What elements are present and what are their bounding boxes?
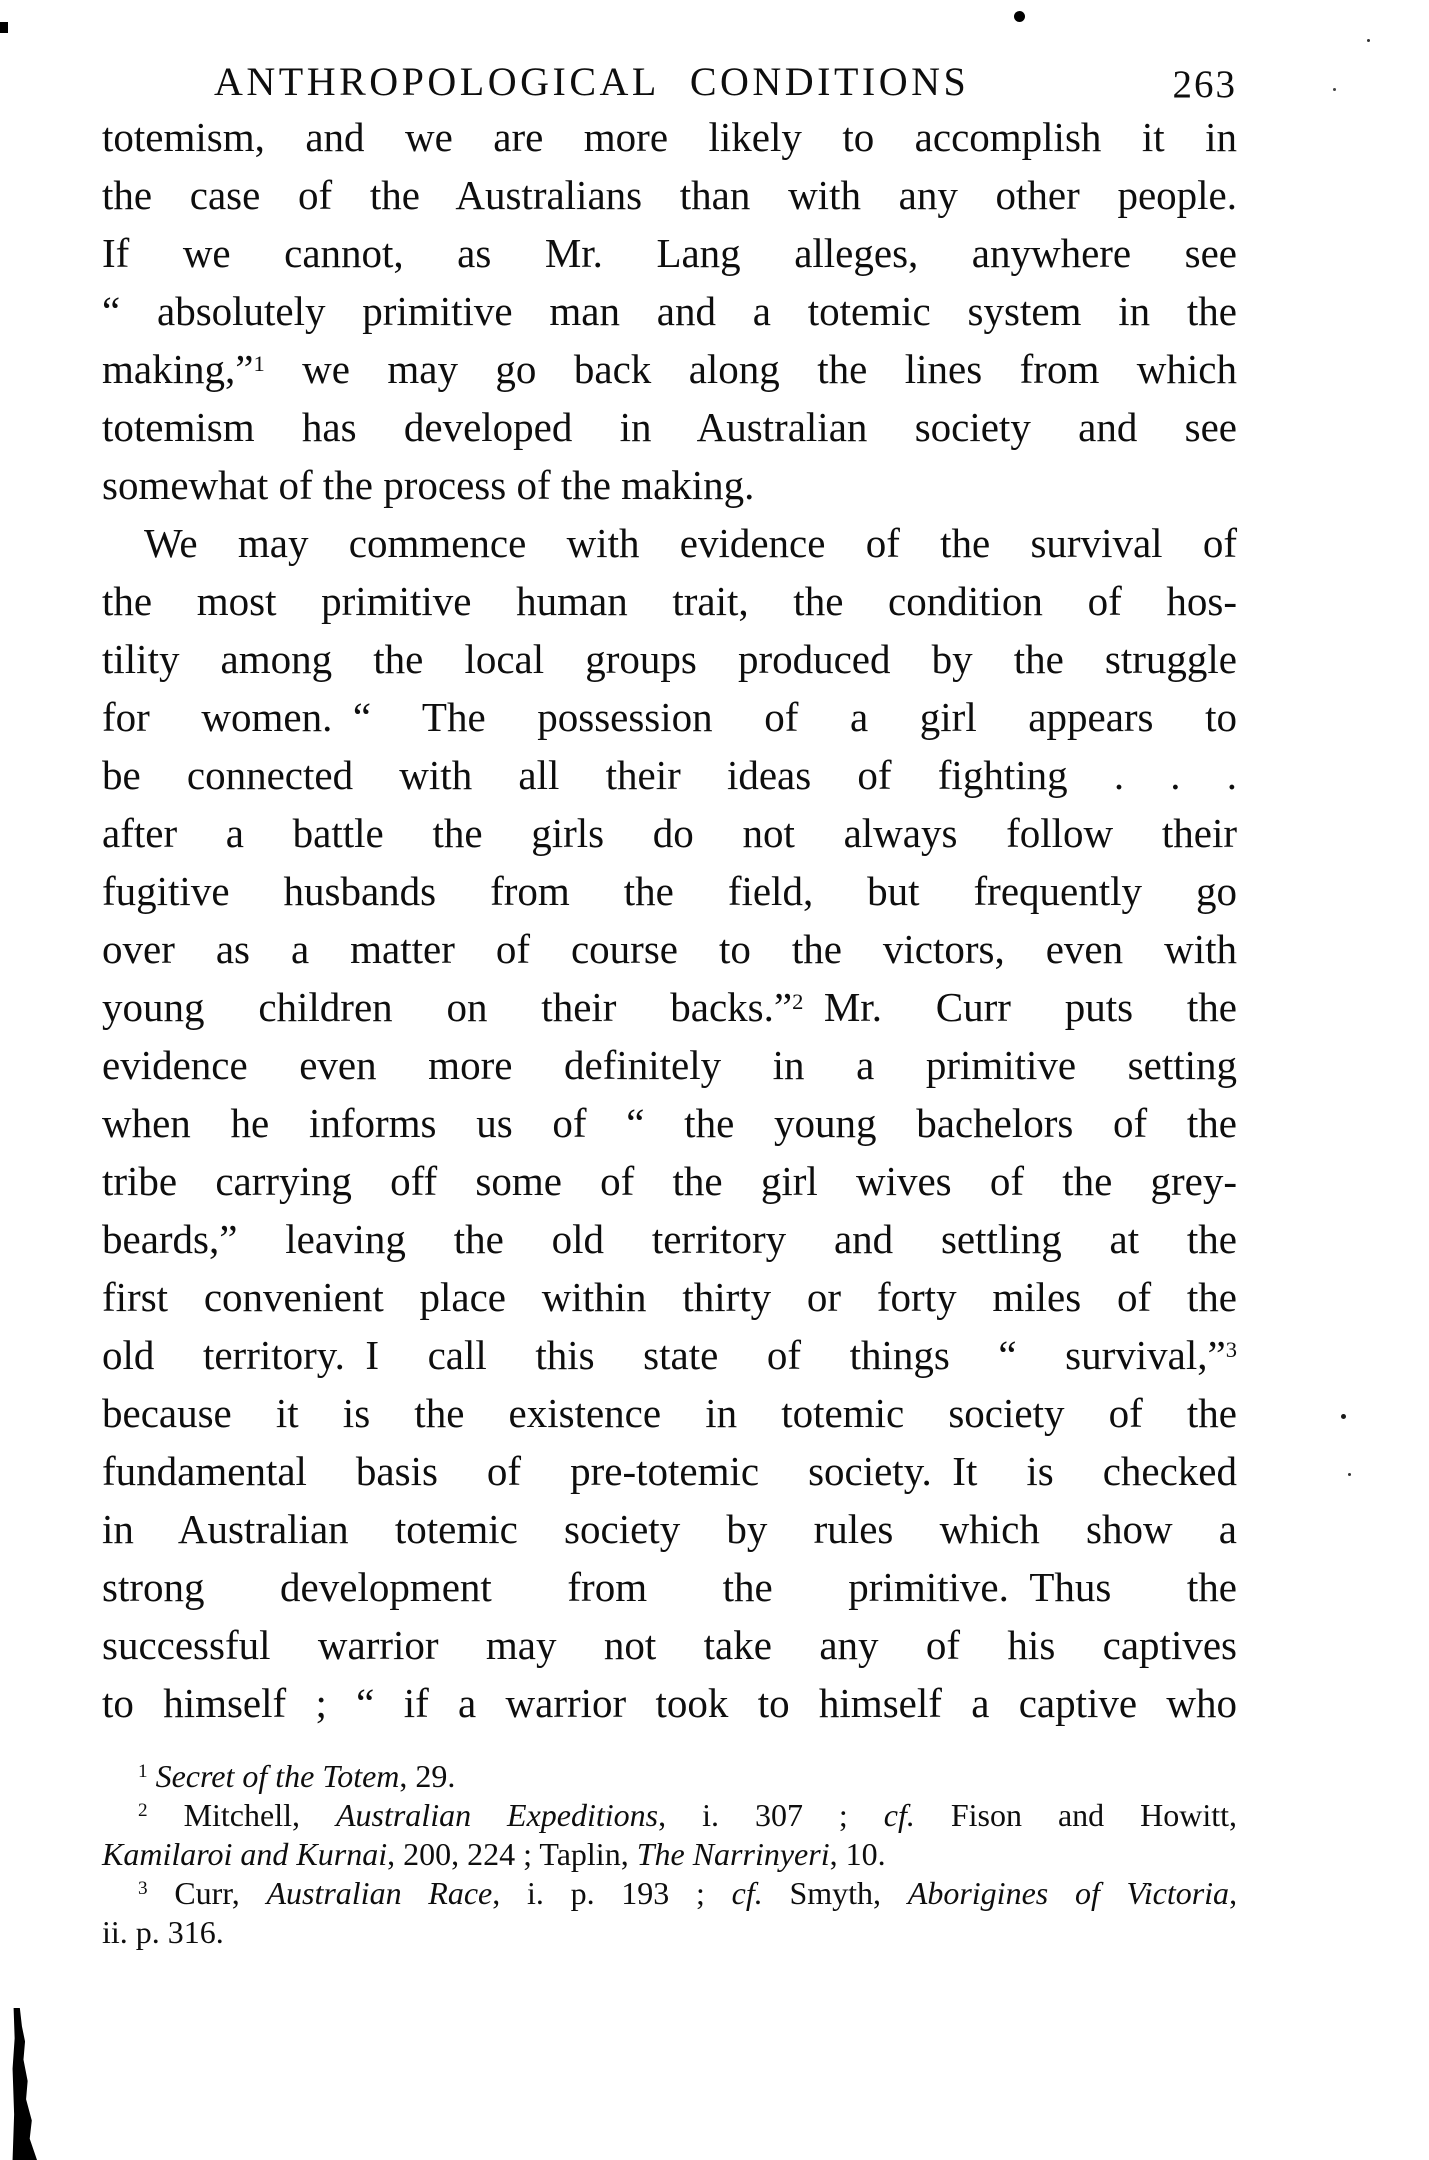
footnote-text: Australian Expeditions (335, 1797, 659, 1833)
footnote-number-1: 1 (138, 1761, 148, 1783)
body-line-text: we may go back along the lines from which (264, 346, 1237, 392)
running-title: ANTHROPOLOGICAL CONDITIONS (214, 59, 970, 104)
body-line: in Australian totemic society by rules which show a (102, 1506, 1237, 1552)
footnotes-block (102, 1757, 1237, 1952)
body-line-text: Mr. Curr puts the (803, 984, 1238, 1030)
footnote-text: Australian Race (266, 1875, 493, 1911)
footnote-text: , (1229, 1875, 1238, 1911)
footnote-continuation (102, 1913, 1237, 1952)
ink-speck (1333, 88, 1336, 91)
body-line (102, 978, 1237, 1036)
body-line: fundamental basis of pre-totemic society. It is checked (102, 1448, 1237, 1494)
body-line: strong development from the primitive. Thus the (102, 1564, 1237, 1610)
page-number: 263 (1172, 63, 1237, 106)
footnote-text: , i. 307 ; (658, 1797, 884, 1833)
footnote-marker-2: 2 (792, 988, 804, 1014)
body-line: beards,” leaving the old territory and settling at the (102, 1216, 1237, 1262)
footnote-number-2: 2 (138, 1800, 148, 1822)
body-line: totemism, and we are more likely to accomplish it in (102, 114, 1237, 160)
footnote-text: Aborigines of Victoria (907, 1875, 1230, 1911)
footnote-text: Smyth, (762, 1875, 908, 1911)
ink-speck (1014, 11, 1025, 22)
footnote-text: , i. p. 193 ; (492, 1875, 732, 1911)
footnote-text: The Narrinyeri (636, 1836, 830, 1872)
body-line-paragraph-start: We may commence with evidence of the survival of (144, 520, 1237, 566)
footnote (102, 1874, 1237, 1913)
footnote-text: cf. (883, 1797, 915, 1833)
body-line-paragraph-end: somewhat of the process of the making. (102, 462, 755, 508)
body-line: for women. “ The possession of a girl appears to (102, 694, 1237, 740)
body-line: If we cannot, as Mr. Lang alleges, anywhere see (102, 230, 1237, 276)
footnote-text: Kamilaroi and Kurnai (102, 1836, 388, 1872)
body-line: totemism has developed in Australian society and see (102, 404, 1237, 450)
ink-speck (1367, 39, 1370, 42)
binding-mark (11, 2008, 37, 2160)
footnote-text: cf. (731, 1875, 763, 1911)
footnote (102, 1757, 1237, 1796)
body-line: first convenient place within thirty or forty miles of the (102, 1274, 1237, 1320)
body-text (102, 108, 1237, 1732)
body-line: the most primitive human trait, the condition of hos- (102, 578, 1237, 624)
footnote-text: Curr, (174, 1875, 267, 1911)
body-line: “ absolutely primitive man and a totemic system in the (102, 288, 1237, 334)
footnote-marker-1: 1 (253, 350, 265, 376)
body-line: evidence even more definitely in a primitive setting (102, 1042, 1237, 1088)
footnote-continuation (102, 1835, 1237, 1874)
body-line-text: making,” (102, 346, 254, 392)
footnote-text: Fison and Howitt, (914, 1797, 1238, 1833)
footnote-text: Secret of the Totem (155, 1758, 400, 1794)
body-line: when he informs us of “ the young bachelors of the (102, 1100, 1237, 1146)
footnote-text: , 10. (829, 1836, 886, 1872)
footnote (102, 1796, 1237, 1835)
body-line: fugitive husbands from the field, but frequently go (102, 868, 1237, 914)
footnote-number-3: 3 (138, 1878, 148, 1900)
body-line-text: old territory. I call this state of things “ survival,” (102, 1332, 1226, 1378)
body-line: be connected with all their ideas of fighting . . . (102, 752, 1237, 798)
body-line: successful warrior may not take any of his captives (102, 1622, 1237, 1668)
body-line: tility among the local groups produced by the struggle (102, 636, 1237, 682)
footnote-text: Mitchell, (183, 1797, 336, 1833)
body-line: to himself ; “ if a warrior took to himself a captive who (102, 1680, 1237, 1726)
body-line: because it is the existence in totemic society of the (102, 1390, 1237, 1436)
ink-speck (1341, 1414, 1346, 1419)
body-line-text: young children on their backs.” (102, 984, 793, 1030)
footnote-text: , 200, 224 ; Taplin, (387, 1836, 637, 1872)
footnote-marker-3: 3 (1225, 1336, 1237, 1362)
footnote-text: ii. p. 316. (102, 1914, 224, 1950)
footnote-text: , 29. (399, 1758, 456, 1794)
body-line: the case of the Australians than with any other people. (102, 172, 1237, 218)
body-line: over as a matter of course to the victors, even with (102, 926, 1237, 972)
body-line (102, 1326, 1237, 1384)
body-line: tribe carrying off some of the girl wives of the grey- (102, 1158, 1237, 1204)
scan-edge-artifact (0, 22, 8, 33)
ink-speck (1348, 1473, 1351, 1476)
body-line: after a battle the girls do not always follow their (102, 810, 1237, 856)
body-line (102, 340, 1237, 398)
